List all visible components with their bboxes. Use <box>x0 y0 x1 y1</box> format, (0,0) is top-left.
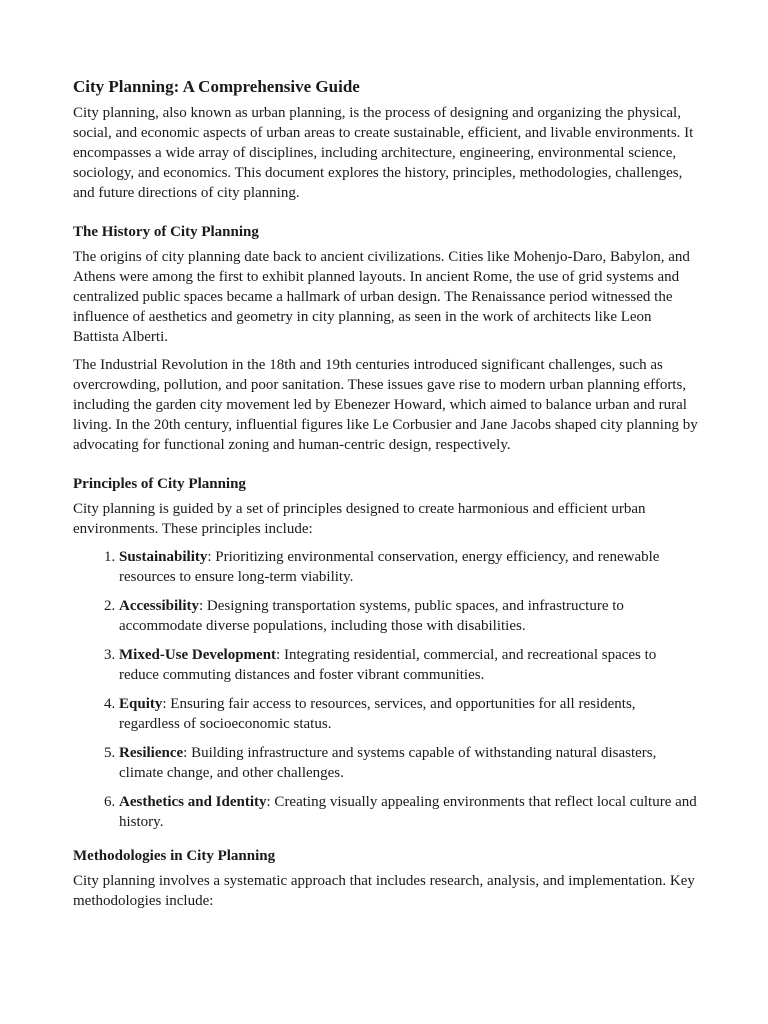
list-item-term: Sustainability <box>119 549 208 565</box>
principles-intro: City planning is guided by a set of principles designed to create harmonious and efficient urban environments. These principles include: <box>73 501 646 537</box>
list-item-term: Mixed-Use Development <box>119 647 277 663</box>
list-item-term: Equity <box>119 696 163 712</box>
history-paragraph-1: The origins of city planning date back to ancient civilizations. Cities like Mohenjo-Daro, Babylon, and Athens were among the first to exhibit planned layouts. In ancient Rome, the use of grid systems and centralized public spaces became a hallmark of urban design. The Renaissance period witnessed the influence of aesthetics and geometry in city planning, as seen in the work of architects like Leon Battista Alberti. <box>73 249 690 345</box>
history-paragraph-2: The Industrial Revolution in the 18th and 19th centuries introduced significant challenges, such as overcrowding, pollution, and poor sanitation. These issues gave rise to modern urban planning efforts, including the garden city movement led by Ebenezer Howard, which aimed to balance urban and rural living. In the 20th century, influential figures like Le Corbusier and Jane Jacobs shaped city planning by advocating for functional zoning and human-centric design, respectively. <box>73 357 698 453</box>
principles-list <box>73 547 698 832</box>
document-page <box>73 76 698 919</box>
list-item-term: Resilience <box>119 745 184 761</box>
list-item <box>119 792 698 832</box>
list-item <box>119 645 698 685</box>
list-item-text: : Prioritizing environmental conservation, energy efficiency, and renewable resources to ensure long-term viability. <box>119 549 660 585</box>
list-item <box>119 743 698 783</box>
list-item-text: : Designing transportation systems, public spaces, and infrastructure to accommodate diverse populations, including those with disabilities. <box>119 598 624 634</box>
methodologies-intro: City planning involves a systematic approach that includes research, analysis, and implementation. Key methodologies include: <box>73 873 695 909</box>
list-item <box>119 596 698 636</box>
list-item-text: : Creating visually appealing environments that reflect local culture and history. <box>119 794 697 830</box>
list-item-term: Aesthetics and Identity <box>119 794 267 810</box>
history-heading: The History of City Planning <box>73 224 259 240</box>
methodologies-heading: Methodologies in City Planning <box>73 848 276 864</box>
list-item <box>119 547 698 587</box>
list-item-text: : Ensuring fair access to resources, services, and opportunities for all residents, regardless of socioeconomic status. <box>119 696 636 732</box>
list-item-text: : Building infrastructure and systems capable of withstanding natural disasters, climate change, and other challenges. <box>119 745 657 781</box>
document-title: City Planning: A Comprehensive Guide <box>73 77 360 96</box>
list-item <box>119 694 698 734</box>
intro-paragraph: City planning, also known as urban planning, is the process of designing and organizing the physical, social, and economic aspects of urban areas to create sustainable, efficient, and livable environments. It encompasses a wide array of disciplines, including architecture, engineering, environmental science, sociology, and economics. This document explores the history, principles, methodologies, challenges, and future directions of city planning. <box>73 105 694 201</box>
list-item-term: Accessibility <box>119 598 199 614</box>
list-item-text: : Integrating residential, commercial, and recreational spaces to reduce commuting distances and foster vibrant communities. <box>119 647 657 683</box>
principles-heading: Principles of City Planning <box>73 476 246 492</box>
